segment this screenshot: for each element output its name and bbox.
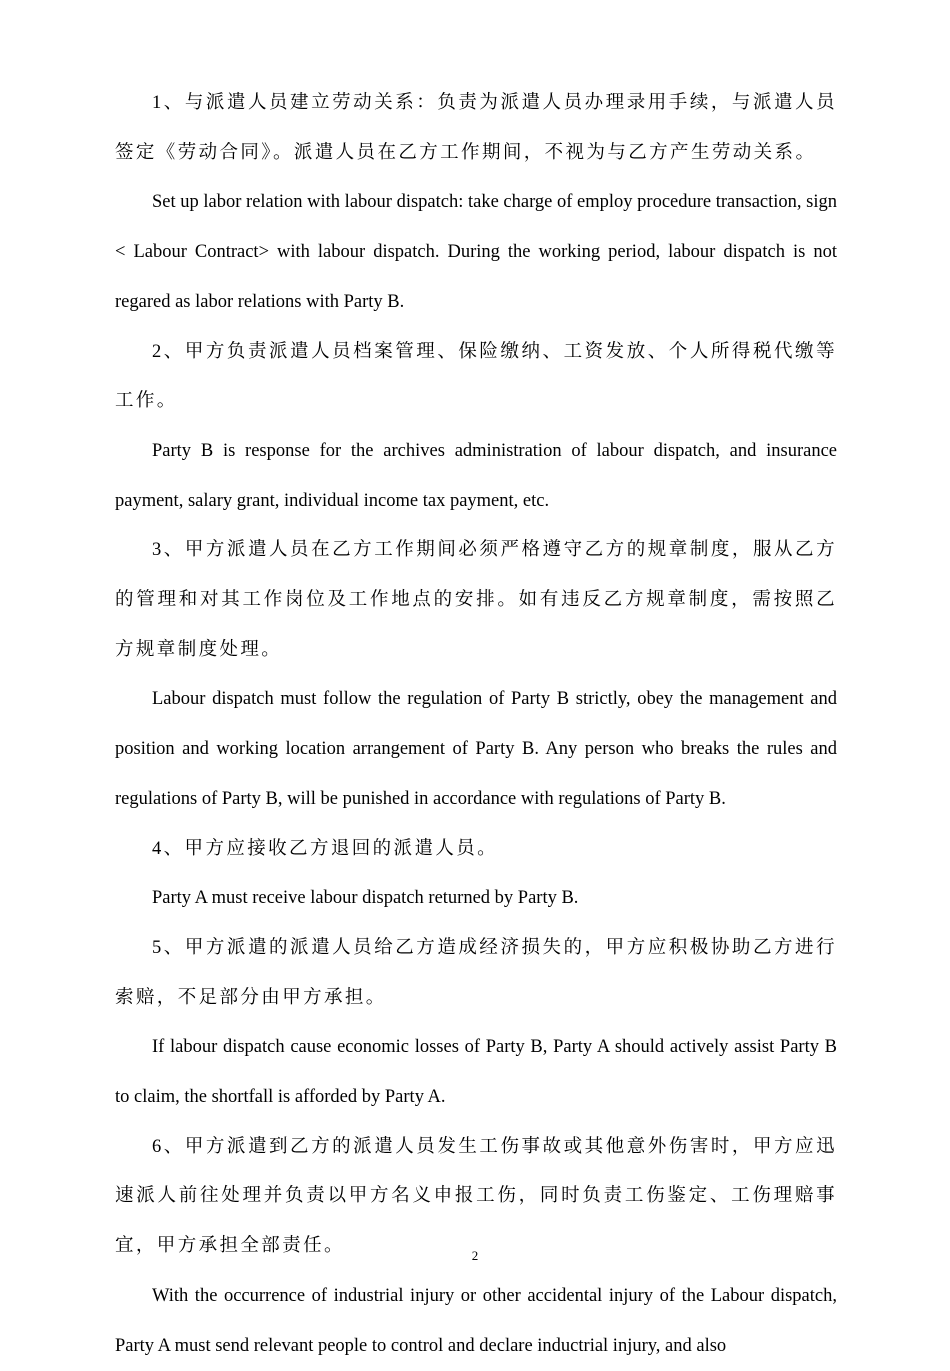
clause-6-en: With the occurrence of industrial injury or other accidental injury of the Labour dispatch, Party A must send relevant people to control and declare inductrial injury, and also — [115, 1285, 837, 1356]
clause-3-zh: 3、甲方派遣人员在乙方工作期间必须严格遵守乙方的规章制度，服从乙方的管理和对其工作岗位及工作地点的安排。如有违反乙方规章制度，需按照乙方规章制度处理。 — [115, 540, 837, 660]
clause-2-en: Party B is response for the archives administration of labour dispatch, and insurance payment, salary grant, individual income tax payment, etc. — [115, 440, 837, 511]
clause-1-zh: 1、与派遣人员建立劳动关系：负责为派遣人员办理录用手续，与派遣人员签定《劳动合同》。派遣人员在乙方工作期间，不视为与乙方产生劳动关系。 — [115, 93, 837, 163]
clause-5-en: If labour dispatch cause economic losses of Party B, Party A should actively assist Party B to claim, the shortfall is afforded by Party A. — [115, 1037, 837, 1108]
clause-5-zh: 5、甲方派遣的派遣人员给乙方造成经济损失的，甲方应积极协助乙方进行索赔，不足部分由甲方承担。 — [115, 937, 837, 1008]
clause-4-en: Party A must receive labour dispatch returned by Party B. — [152, 888, 579, 909]
clause-6-zh: 6、甲方派遣到乙方的派遣人员发生工伤事故或其他意外伤害时，甲方应迅速派人前往处理并负责以甲方名义申报工伤，同时负责工伤鉴定、工伤理赔事宜，甲方承担全部责任。 — [115, 1136, 837, 1257]
clause-4-zh: 4、甲方应接收乙方退回的派遣人员。 — [152, 838, 499, 859]
clause-3-en: Labour dispatch must follow the regulation of Party B strictly, obey the management and position and working location arrangement of Party B. Any person who breaks the rules and regulations of Party B, will be punished in accordance with regulations of Party B. — [115, 689, 837, 809]
clause-1-en: Set up labor relation with labour dispatch: take charge of employ procedure transaction, sign < Labour Contract> with labour dispatch. During the working period, labour dispatch is not regared as labor relations with Party B. — [115, 192, 837, 312]
clause-2-zh: 2、甲方负责派遣人员档案管理、保险缴纳、工资发放、个人所得税代缴等工作。 — [115, 341, 837, 412]
page-number: 2 — [471, 1248, 479, 1263]
document-body — [115, 79, 837, 1371]
